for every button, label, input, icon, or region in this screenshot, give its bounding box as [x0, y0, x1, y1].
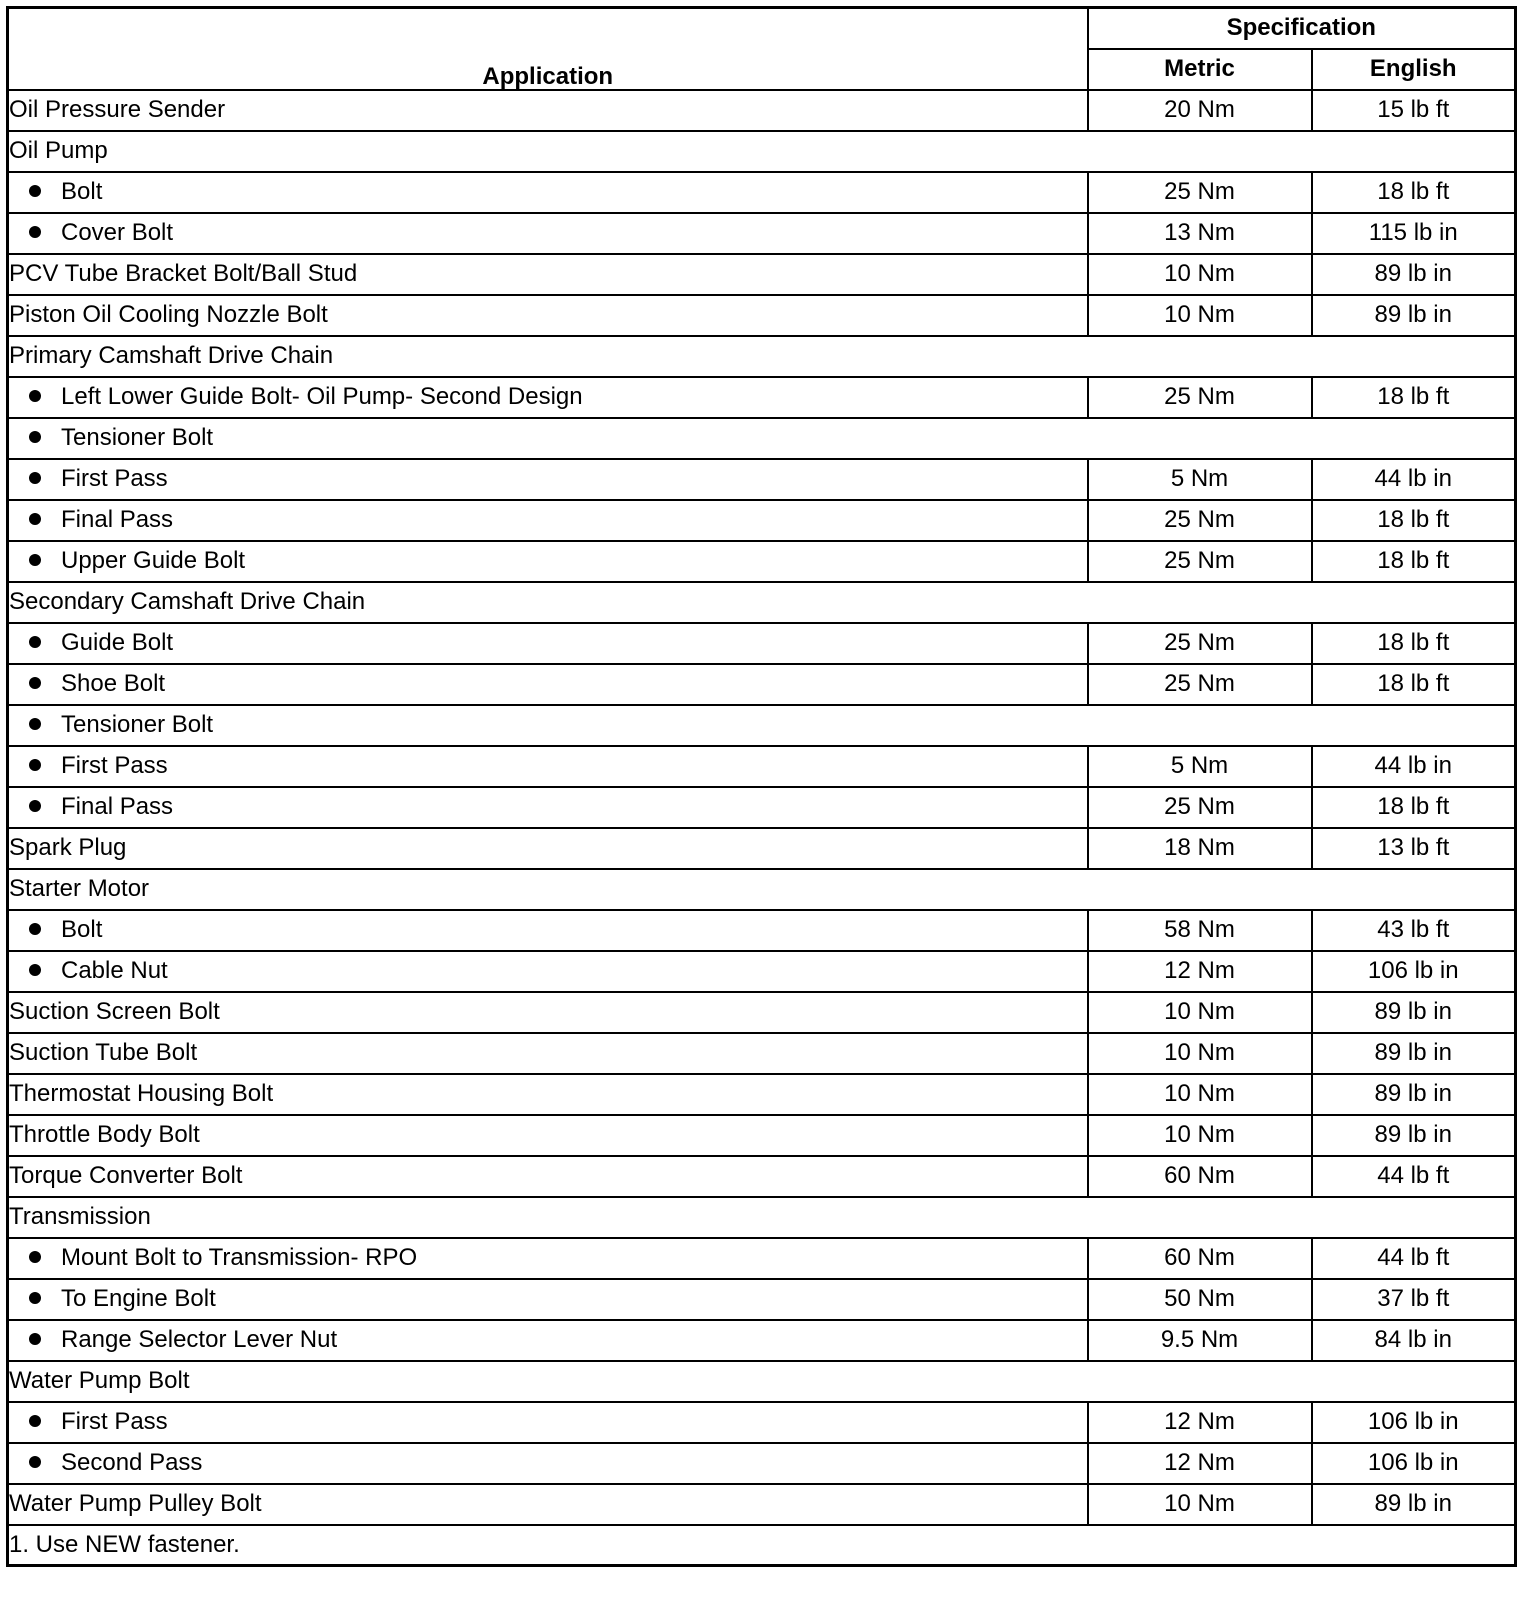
application-label: First Pass — [61, 752, 168, 779]
english-value: 18 lb ft — [1312, 664, 1516, 705]
bullet-icon — [29, 759, 41, 771]
header-row-1 — [8, 8, 1516, 49]
application-label: Secondary Camshaft Drive Chain — [9, 588, 366, 615]
bullet-icon — [29, 1415, 41, 1427]
application-label: Range Selector Lever Nut — [61, 1326, 338, 1353]
application-label: Suction Screen Bolt — [9, 998, 220, 1025]
bullet-icon — [29, 1456, 41, 1468]
table-row — [8, 500, 1516, 541]
application-label: Starter Motor — [9, 875, 150, 902]
application-label: Water Pump Pulley Bolt — [9, 1490, 262, 1517]
english-value: 89 lb in — [1312, 254, 1516, 295]
english-value: 89 lb in — [1312, 992, 1516, 1033]
application-cell — [8, 705, 1516, 746]
application-cell — [8, 869, 1516, 910]
english-value: 106 lb in — [1312, 1402, 1516, 1443]
metric-value: 5 Nm — [1088, 746, 1312, 787]
metric-value: 20 Nm — [1088, 90, 1312, 131]
table-row — [8, 1156, 1516, 1197]
fastener-torque-table — [6, 6, 1517, 1567]
english-value: 89 lb in — [1312, 295, 1516, 336]
application-cell — [8, 172, 1088, 213]
application-cell — [8, 541, 1088, 582]
metric-value: 25 Nm — [1088, 623, 1312, 664]
application-cell — [8, 295, 1088, 336]
table-row — [8, 1033, 1516, 1074]
table-row — [8, 1115, 1516, 1156]
metric-value: 60 Nm — [1088, 1238, 1312, 1279]
english-value: 44 lb in — [1312, 746, 1516, 787]
application-cell — [8, 1320, 1088, 1361]
english-value: 89 lb in — [1312, 1115, 1516, 1156]
application-label: Throttle Body Bolt — [9, 1121, 200, 1148]
application-cell — [8, 623, 1088, 664]
application-label: Shoe Bolt — [61, 670, 166, 697]
english-value: 44 lb in — [1312, 459, 1516, 500]
bullet-icon — [29, 1251, 41, 1263]
metric-value: 10 Nm — [1088, 254, 1312, 295]
bullet-icon — [29, 226, 41, 238]
table-row — [8, 1402, 1516, 1443]
application-cell — [8, 377, 1088, 418]
metric-value: 60 Nm — [1088, 1156, 1312, 1197]
metric-value: 50 Nm — [1088, 1279, 1312, 1320]
application-cell — [8, 992, 1088, 1033]
table-row — [8, 1484, 1516, 1525]
bullet-icon — [29, 677, 41, 689]
table-row — [8, 377, 1516, 418]
application-label: Upper Guide Bolt — [61, 547, 246, 574]
english-value: 18 lb ft — [1312, 787, 1516, 828]
table-row — [8, 910, 1516, 951]
application-cell — [8, 90, 1088, 131]
metric-value: 25 Nm — [1088, 500, 1312, 541]
table-row — [8, 1074, 1516, 1115]
metric-value: 10 Nm — [1088, 1074, 1312, 1115]
table-row — [8, 459, 1516, 500]
metric-value: 9.5 Nm — [1088, 1320, 1312, 1361]
application-cell — [8, 1115, 1088, 1156]
application-label: Cover Bolt — [61, 219, 174, 246]
bullet-icon — [29, 513, 41, 525]
application-cell — [8, 1279, 1088, 1320]
application-cell — [8, 951, 1088, 992]
bullet-icon — [29, 1292, 41, 1304]
application-cell — [8, 418, 1516, 459]
application-label: Tensioner Bolt — [61, 711, 214, 738]
application-cell — [8, 1443, 1088, 1484]
bullet-icon — [29, 800, 41, 812]
application-cell — [8, 582, 1516, 623]
application-label: Bolt — [61, 916, 103, 943]
english-value: 37 lb ft — [1312, 1279, 1516, 1320]
english-value: 18 lb ft — [1312, 623, 1516, 664]
bullet-icon — [29, 1333, 41, 1345]
application-cell — [8, 1156, 1088, 1197]
application-label: Primary Camshaft Drive Chain — [9, 342, 334, 369]
metric-value: 25 Nm — [1088, 541, 1312, 582]
application-cell — [8, 213, 1088, 254]
english-value: 15 lb ft — [1312, 90, 1516, 131]
table-row — [8, 295, 1516, 336]
english-value: 89 lb in — [1312, 1074, 1516, 1115]
table-row — [8, 418, 1516, 459]
english-value: 44 lb ft — [1312, 1156, 1516, 1197]
bullet-icon — [29, 554, 41, 566]
table-body — [8, 90, 1516, 1525]
table-row — [8, 1361, 1516, 1402]
application-label: Suction Tube Bolt — [9, 1039, 198, 1066]
application-label: Final Pass — [61, 793, 174, 820]
metric-value: 10 Nm — [1088, 992, 1312, 1033]
english-value: 18 lb ft — [1312, 172, 1516, 213]
bullet-icon — [29, 923, 41, 935]
table-row — [8, 869, 1516, 910]
header-application: Application — [8, 8, 1088, 90]
english-value: 13 lb ft — [1312, 828, 1516, 869]
english-value: 89 lb in — [1312, 1033, 1516, 1074]
application-cell — [8, 459, 1088, 500]
header-english: English — [1312, 49, 1516, 90]
application-cell — [8, 1033, 1088, 1074]
table-row — [8, 828, 1516, 869]
table-row — [8, 90, 1516, 131]
english-value: 106 lb in — [1312, 951, 1516, 992]
bullet-icon — [29, 964, 41, 976]
table-row — [8, 623, 1516, 664]
application-cell — [8, 1484, 1088, 1525]
application-label: Left Lower Guide Bolt- Oil Pump- Second Design — [61, 383, 583, 410]
table-row — [8, 1238, 1516, 1279]
table-row — [8, 746, 1516, 787]
table-row — [8, 582, 1516, 623]
english-value: 18 lb ft — [1312, 377, 1516, 418]
bullet-icon — [29, 636, 41, 648]
metric-value: 25 Nm — [1088, 664, 1312, 705]
table-row — [8, 336, 1516, 377]
application-label: Oil Pump — [9, 137, 108, 164]
table-row — [8, 787, 1516, 828]
application-label: Spark Plug — [9, 834, 127, 861]
table-row — [8, 951, 1516, 992]
application-label: Water Pump Bolt — [9, 1367, 190, 1394]
metric-value: 18 Nm — [1088, 828, 1312, 869]
application-label: Transmission — [9, 1203, 151, 1230]
application-label: Second Pass — [61, 1449, 203, 1476]
application-label: Piston Oil Cooling Nozzle Bolt — [9, 301, 328, 328]
application-cell — [8, 1238, 1088, 1279]
table-row — [8, 172, 1516, 213]
application-label: Torque Converter Bolt — [9, 1162, 243, 1189]
application-cell — [8, 254, 1088, 295]
table-row — [8, 705, 1516, 746]
bullet-icon — [29, 390, 41, 402]
application-label: Cable Nut — [61, 957, 168, 984]
application-cell — [8, 336, 1516, 377]
application-cell — [8, 828, 1088, 869]
table-row — [8, 131, 1516, 172]
english-value: 18 lb ft — [1312, 500, 1516, 541]
bullet-icon — [29, 185, 41, 197]
application-cell — [8, 1402, 1088, 1443]
metric-value: 5 Nm — [1088, 459, 1312, 500]
application-label: First Pass — [61, 465, 168, 492]
metric-value: 10 Nm — [1088, 295, 1312, 336]
application-cell — [8, 787, 1088, 828]
english-value: 106 lb in — [1312, 1443, 1516, 1484]
metric-value: 25 Nm — [1088, 172, 1312, 213]
metric-value: 10 Nm — [1088, 1033, 1312, 1074]
english-value: 89 lb in — [1312, 1484, 1516, 1525]
application-label: First Pass — [61, 1408, 168, 1435]
metric-value: 12 Nm — [1088, 951, 1312, 992]
metric-value: 58 Nm — [1088, 910, 1312, 951]
application-label: Guide Bolt — [61, 629, 174, 656]
application-cell — [8, 131, 1516, 172]
english-value: 84 lb in — [1312, 1320, 1516, 1361]
header-specification: Specification — [1088, 8, 1516, 49]
application-cell — [8, 1197, 1516, 1238]
bullet-icon — [29, 718, 41, 730]
bullet-icon — [29, 431, 41, 443]
metric-value: 10 Nm — [1088, 1484, 1312, 1525]
application-label: Tensioner Bolt — [61, 424, 214, 451]
metric-value: 25 Nm — [1088, 377, 1312, 418]
application-label: To Engine Bolt — [61, 1285, 216, 1312]
application-cell — [8, 500, 1088, 541]
header-metric: Metric — [1088, 49, 1312, 90]
table-row — [8, 213, 1516, 254]
metric-value: 12 Nm — [1088, 1443, 1312, 1484]
application-cell — [8, 746, 1088, 787]
table-row — [8, 1443, 1516, 1484]
application-cell — [8, 1074, 1088, 1115]
english-value: 18 lb ft — [1312, 541, 1516, 582]
application-label: Thermostat Housing Bolt — [9, 1080, 274, 1107]
table-row — [8, 992, 1516, 1033]
metric-value: 12 Nm — [1088, 1402, 1312, 1443]
application-label: Bolt — [61, 178, 103, 205]
table-row — [8, 664, 1516, 705]
application-cell — [8, 664, 1088, 705]
metric-value: 10 Nm — [1088, 1115, 1312, 1156]
english-value: 115 lb in — [1312, 213, 1516, 254]
table-row — [8, 254, 1516, 295]
table-row — [8, 1320, 1516, 1361]
application-cell — [8, 1361, 1516, 1402]
table-row — [8, 541, 1516, 582]
application-label: Oil Pressure Sender — [9, 96, 226, 123]
bullet-icon — [29, 472, 41, 484]
application-label: Final Pass — [61, 506, 174, 533]
application-label: PCV Tube Bracket Bolt/Ball Stud — [9, 260, 358, 287]
english-value: 43 lb ft — [1312, 910, 1516, 951]
metric-value: 25 Nm — [1088, 787, 1312, 828]
metric-value: 13 Nm — [1088, 213, 1312, 254]
table-row — [8, 1279, 1516, 1320]
footnote: 1. Use NEW fastener. — [8, 1525, 1516, 1566]
footnote-row — [8, 1525, 1516, 1566]
application-cell — [8, 910, 1088, 951]
table-row — [8, 1197, 1516, 1238]
application-label: Mount Bolt to Transmission- RPO — [61, 1244, 418, 1271]
english-value: 44 lb ft — [1312, 1238, 1516, 1279]
